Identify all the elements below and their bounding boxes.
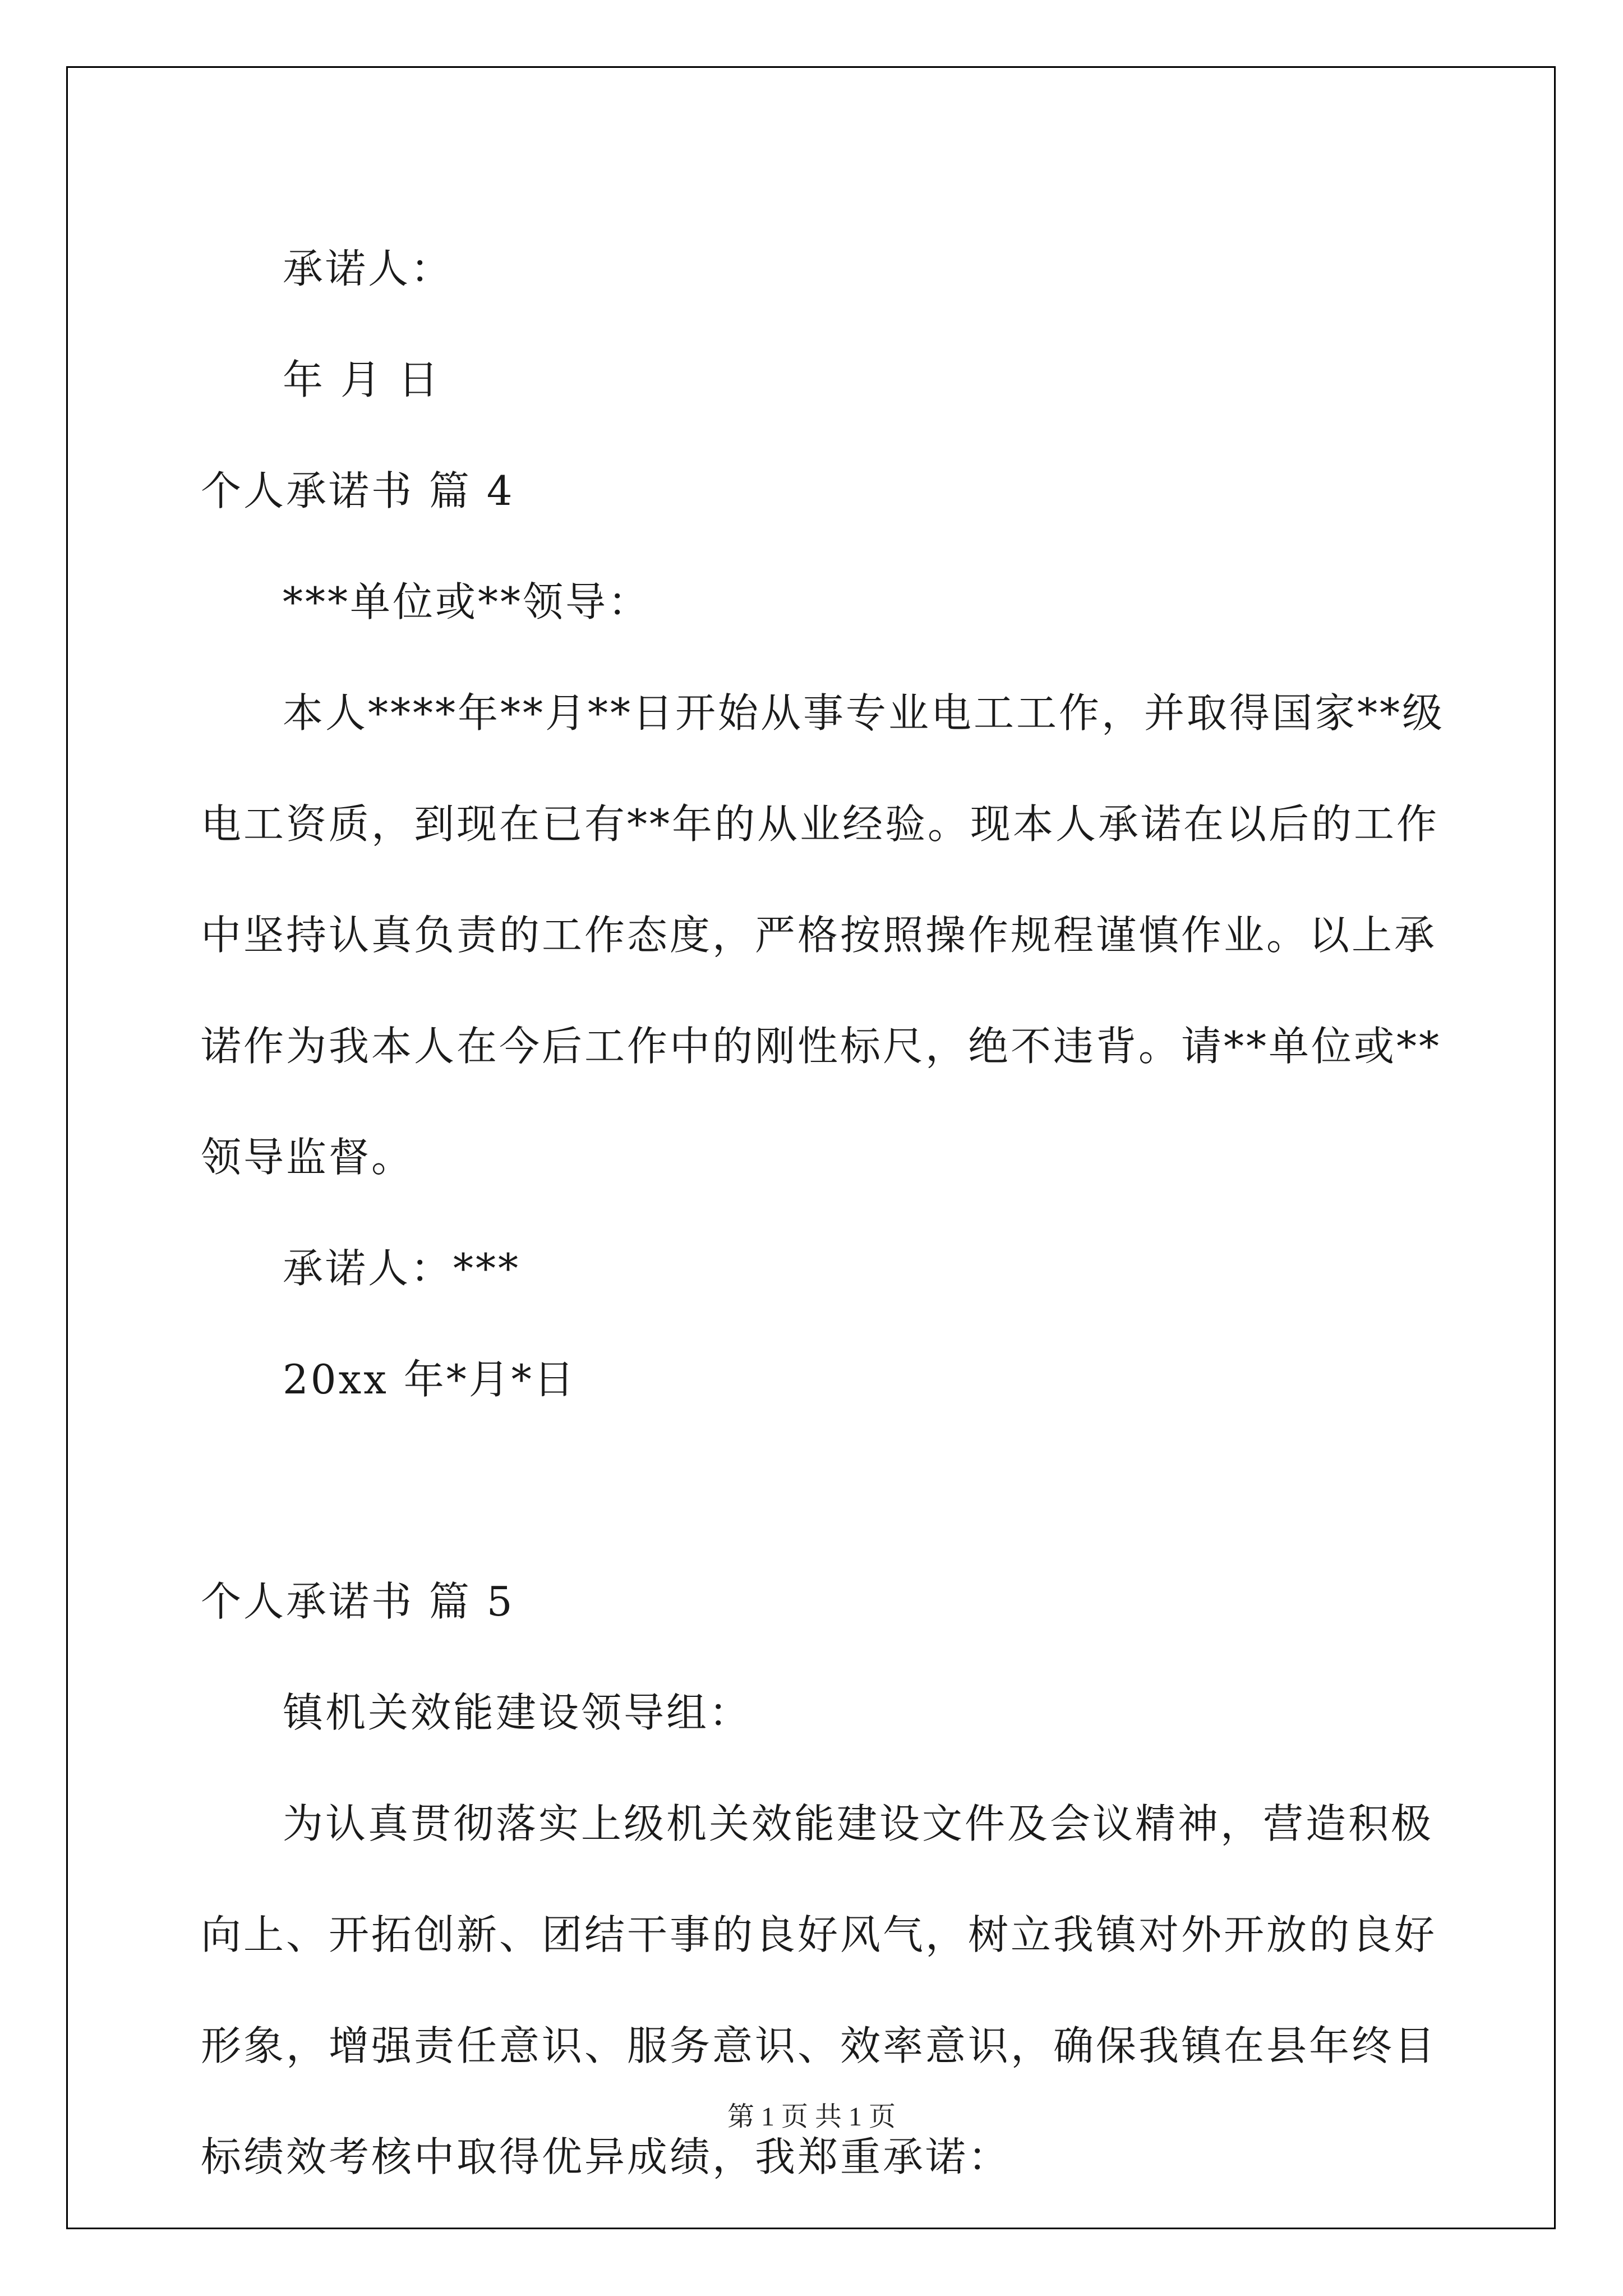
body-paragraph-5: 为认真贯彻落实上级机关效能建设文件及会议精神，营造积极向上、开拓创新、团结干事的良好风气，树立我镇对外开放的良好形象，增强责任意识、服务意识、效率意识，确保我镇在县年终目标绩效考核中取得优异成绩，我郑重承诺： (201, 1800, 1437, 2180)
section-heading-5: 个人承诺书 篇 5 (201, 1578, 515, 1625)
signer-label: 承诺人： (283, 245, 454, 292)
salutation-4: ***单位或**领导： (283, 578, 651, 625)
salutation-5: 镇机关效能建设领导组： (283, 1689, 752, 1736)
document-body (201, 213, 1457, 2212)
date-4: 20xx 年*月*日 (283, 1356, 577, 1403)
date-placeholder: 年 月 日 (283, 356, 441, 403)
page-number-footer: 第 1 页 共 1 页 (727, 2102, 896, 2132)
body-paragraph-4: 本人****年**月**日开始从事专业电工工作，并取得国家**级电工资质，到现在已有**年的从业经验。现本人承诺在以后的工作中坚持认真负责的工作态度，严格按照操作规程谨慎作业。以上承诺作为我本人在今后工作中的刚性标尺，绝不违背。请**单位或**领导监督。 (201, 689, 1445, 1181)
signer-label-4: 承诺人：*** (283, 1245, 521, 1292)
spacer (201, 1435, 1457, 1546)
section-heading-4: 个人承诺书 篇 4 (201, 467, 515, 514)
